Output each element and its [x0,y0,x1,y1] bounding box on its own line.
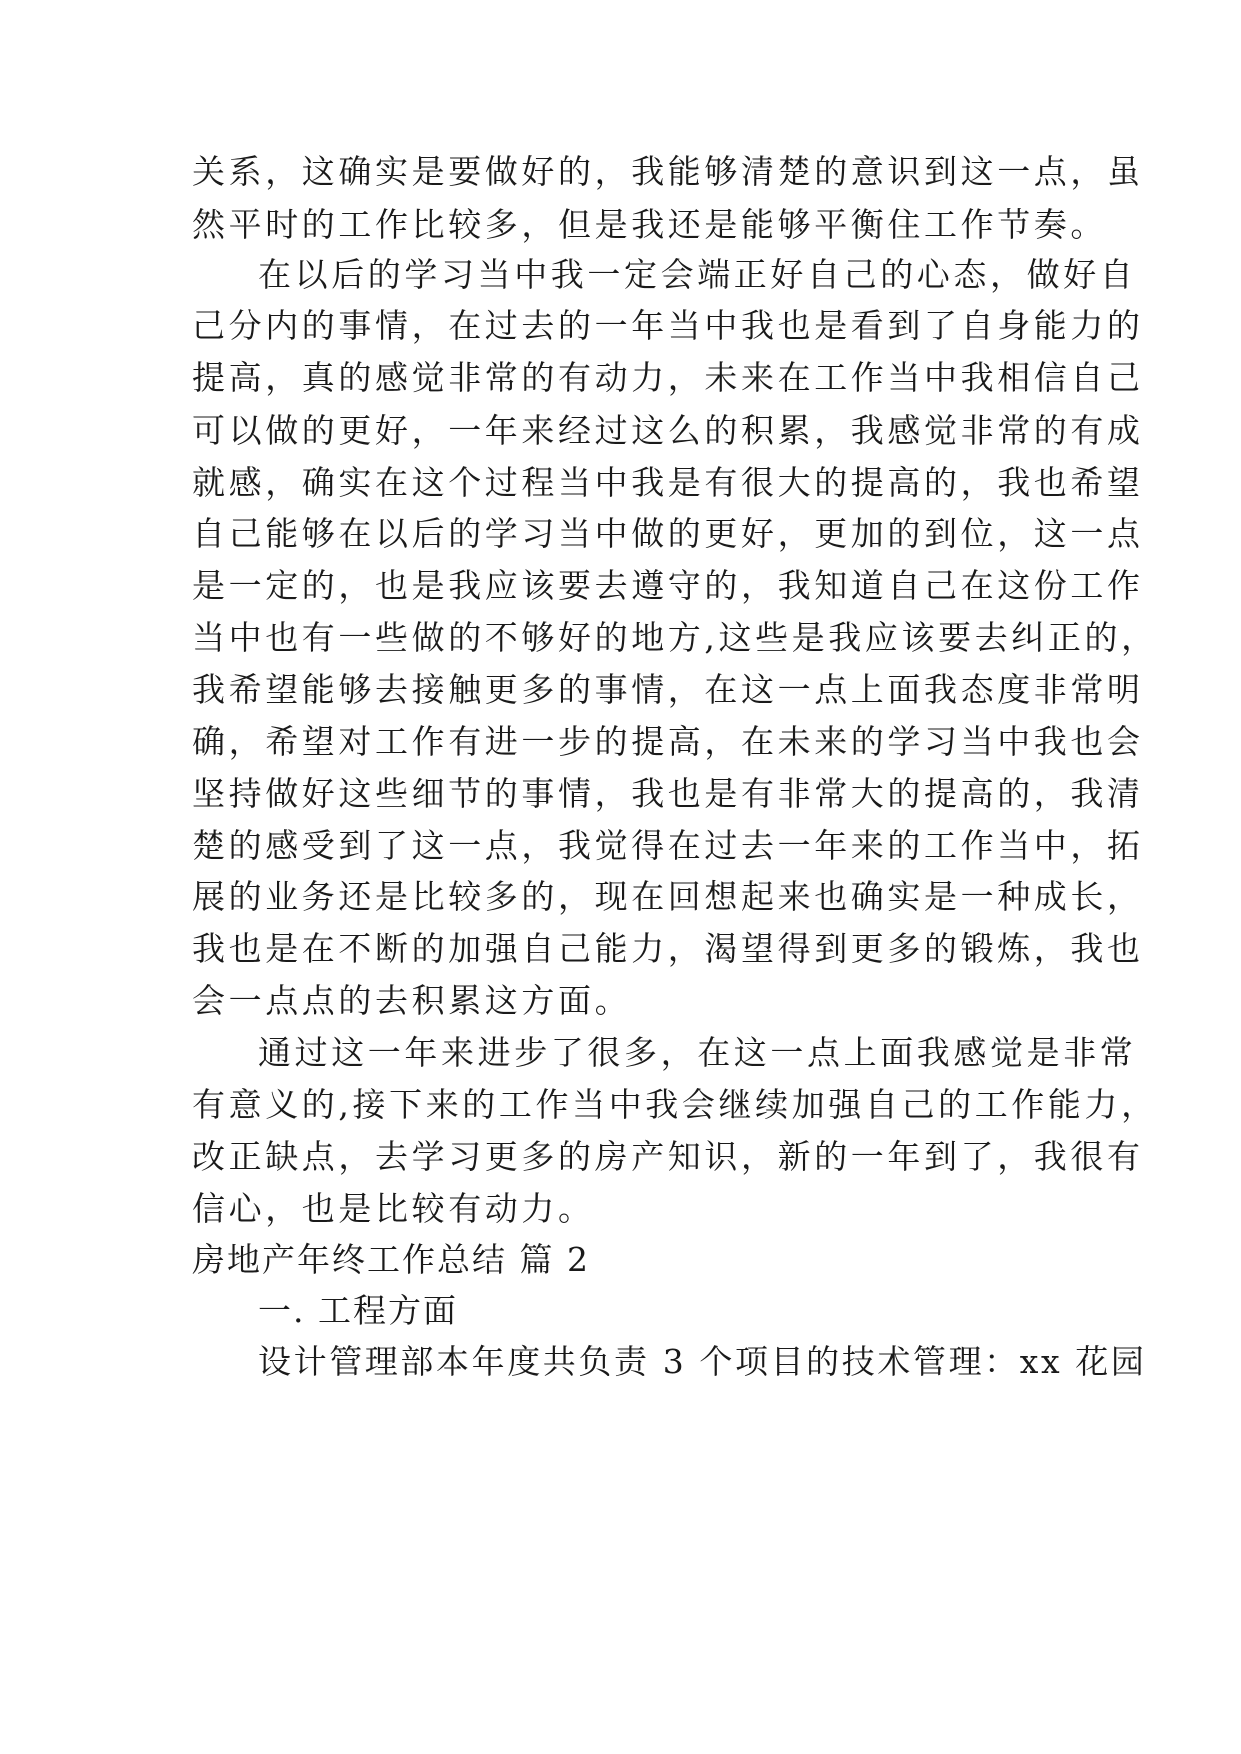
text-line: 己分内的事情，在过去的一年当中我也是看到了自身能力的 [192,306,1144,345]
text-line: 就感，确实在这个过程当中我是有很大的提高的，我也希望 [192,463,1144,502]
text-line: 可以做的更好，一年来经过这么的积累，我感觉非常的有成 [192,411,1144,450]
text-line: 有意义的,接下来的工作当中我会继续加强自己的工作能力， [192,1085,1158,1124]
text-line: 提高，真的感觉非常的有动力，未来在工作当中我相信自己 [192,358,1144,397]
text-line: 在以后的学习当中我一定会端正好自己的心态，做好自 [258,255,1137,294]
section-heading: 房地产年终工作总结 篇 2 [192,1240,590,1279]
text-line: 自己能够在以后的学习当中做的更好，更加的到位，这一点 [192,514,1144,553]
text-line: 是一定的，也是我应该要去遵守的，我知道自己在这份工作 [192,566,1144,605]
text-line: 展的业务还是比较多的，现在回想起来也确实是一种成长， [192,877,1144,916]
text-line: 确，希望对工作有进一步的提高，在未来的学习当中我也会 [192,722,1144,761]
text-line: 我也是在不断的加强自己能力，渴望得到更多的锻炼，我也 [192,929,1144,968]
text-line: 然平时的工作比较多，但是我还是能够平衡住工作节奏。 [192,205,1107,244]
text-line: 改正缺点，去学习更多的房产知识，新的一年到了，我很有 [192,1137,1144,1176]
subheading: 一. 工程方面 [258,1291,458,1330]
text-line: 会一点点的去积累这方面。 [192,981,632,1020]
text-line: 关系，这确实是要做好的，我能够清楚的意识到这一点，虽 [192,152,1144,191]
text-line: 我希望能够去接触更多的事情，在这一点上面我态度非常明 [192,670,1144,709]
text-line: 坚持做好这些细节的事情，我也是有非常大的提高的，我清 [192,774,1144,813]
text-line: 楚的感受到了这一点，我觉得在过去一年来的工作当中，拓 [192,826,1144,865]
text-line: 当中也有一些做的不够好的地方,这些是我应该要去纠正的， [192,618,1158,657]
text-line: 设计管理部本年度共负责 3 个项目的技术管理：xx 花园 [258,1342,1147,1381]
text-line: 通过这一年来进步了很多，在这一点上面我感觉是非常 [258,1033,1137,1072]
text-line: 信心，也是比较有动力。 [192,1189,595,1228]
